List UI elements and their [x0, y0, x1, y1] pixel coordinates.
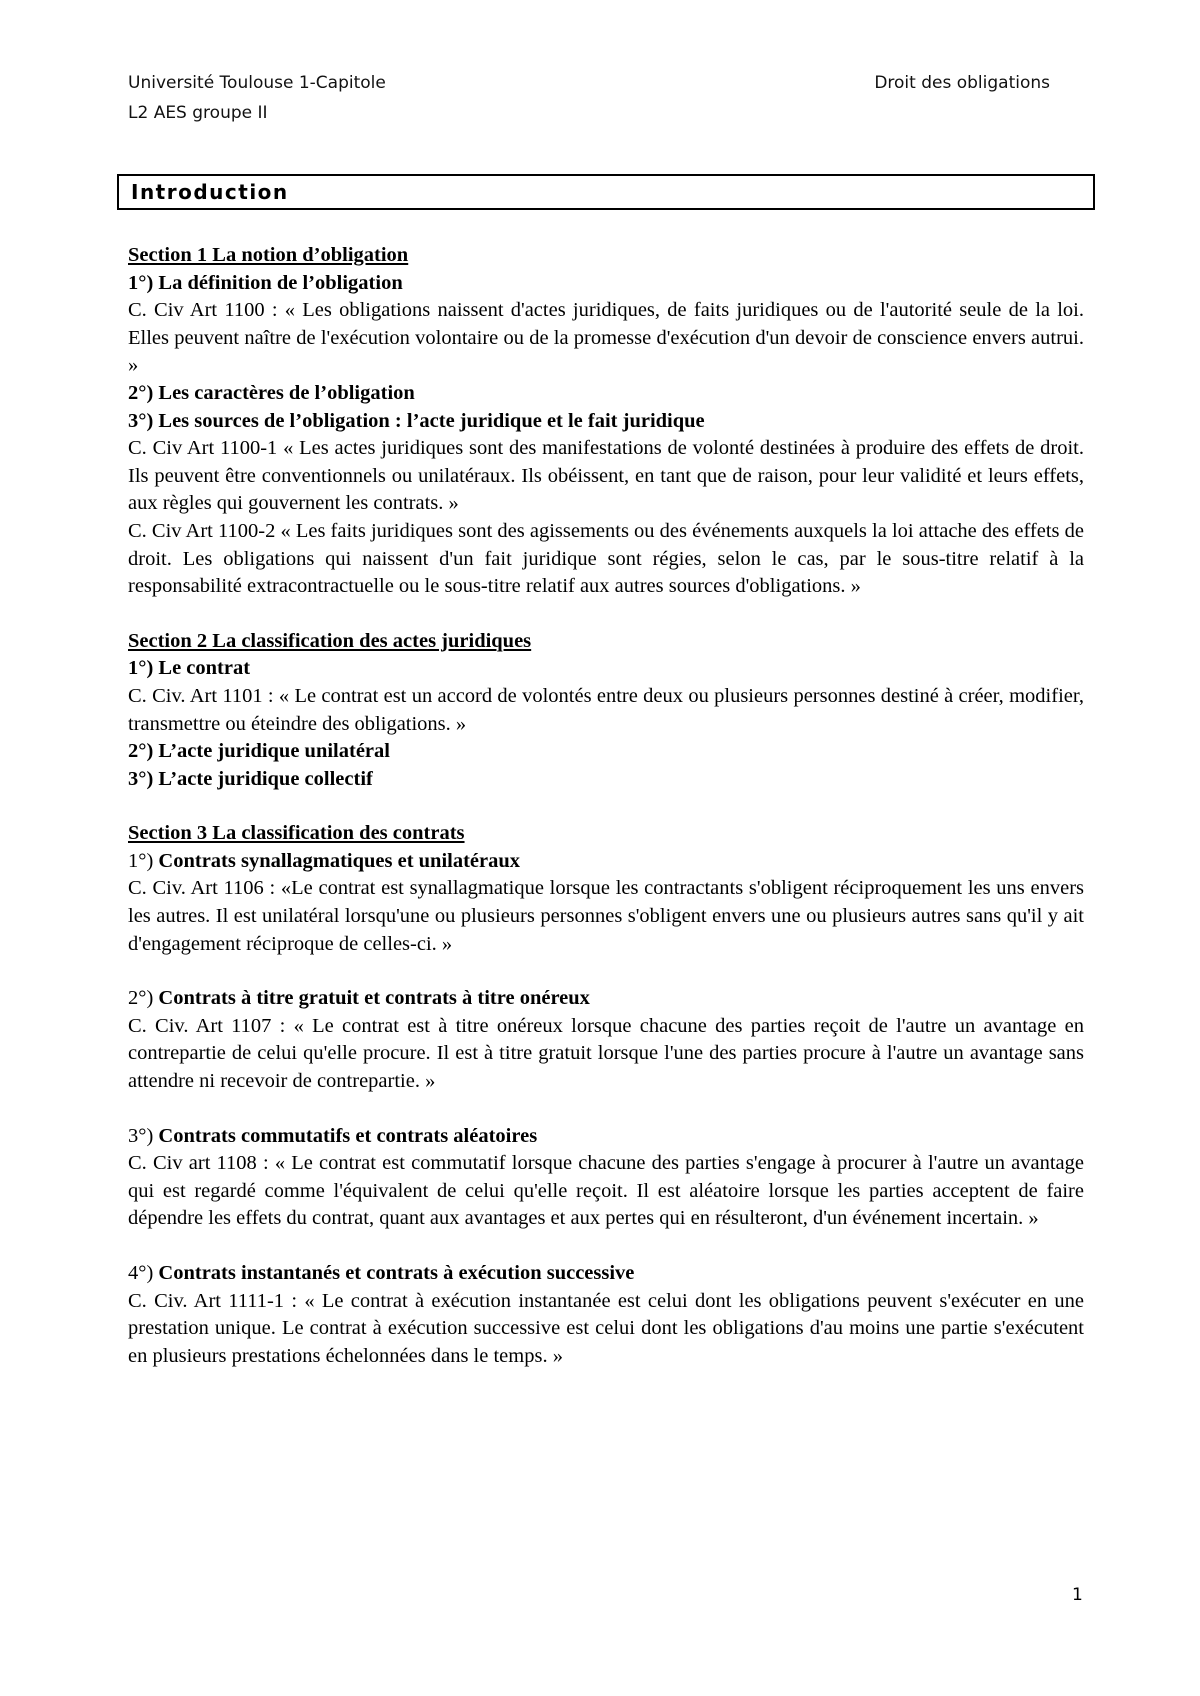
spacer	[128, 793, 1084, 820]
subheading-number: 4°)	[128, 1262, 159, 1284]
subheading-text: Contrats commutatifs et contrats aléatoires	[158, 1124, 538, 1147]
section-3-quote-4: C. Civ. Art 1111-1 : « Le contrat à exécution instantanée est celui dont les obligations peuvent s'exécuter en une prestation unique. Le contrat à exécution successive est celui dont les obligations d'au moins une partie s'exécutent en plusieurs prestations échelonnées dans le temps. »	[128, 1289, 1084, 1367]
section-3-quote-1: C. Civ. Art 1106 : «Le contrat est synallagmatique lorsque les contractants s'obligent réciproquement les uns envers les autres. Il est unilatéral lorsqu'une ou plusieurs personnes s'obligent envers une ou plusieurs autres sans qu'il y ait d'engagement réciproque de celles-ci. »	[128, 877, 1084, 955]
section-3-subheading-2	[128, 985, 1084, 1013]
section-1-title: Section 1 La notion d’obligation	[128, 244, 409, 266]
page-header	[128, 68, 1050, 128]
section-3-title: Section 3 La classification des contrats	[128, 822, 465, 845]
spacer	[128, 601, 1084, 628]
page-title: Introduction	[131, 180, 289, 204]
course-name: Droit des obligations	[874, 73, 1050, 93]
section-1-subheading-2: 2°) Les caractères de l’obligation	[128, 381, 415, 404]
subheading-text: Contrats instantanés et contrats à exécution successive	[158, 1262, 635, 1284]
document-body	[128, 242, 1084, 1370]
section-3-subheading-3	[128, 1123, 1084, 1151]
section-1-subheading-1: 1°) La définition de l’obligation	[128, 271, 403, 294]
subheading-number: 3°)	[128, 1124, 159, 1147]
university-name: Université Toulouse 1-Capitole	[128, 73, 386, 93]
section-1-quote-2: C. Civ Art 1100-1 « Les actes juridiques sont des manifestations de volonté destinées à produire des effets de droit. Ils peuvent être conventionnels ou unilatéraux. Ils obéissent, en tant que de raison, pour leur validité et leurs effets, aux règles qui gouvernent les contrats. »	[128, 437, 1084, 515]
group-name: L2 AES groupe II	[128, 103, 268, 123]
spacer	[128, 1096, 1084, 1123]
section-2-quote-1: C. Civ. Art 1101 : « Le contrat est un accord de volontés entre deux ou plusieurs personnes destiné à créer, modifier, transmettre ou éteindre des obligations. »	[128, 684, 1084, 735]
title-box	[117, 174, 1095, 210]
page-number: 1	[1072, 1585, 1083, 1605]
section-2-title: Section 2 La classification des actes juridiques	[128, 629, 532, 652]
section-1-quote-3: C. Civ Art 1100-2 « Les faits juridiques sont des agissements ou des événements auxquels la loi attache des effets de droit. Les obligations qui naissent d'un fait juridique sont régies, selon le cas, par le sous-titre relatif à la responsabilité extracontractuelle ou le sous-titre relatif aux autres sources d'obligations. »	[128, 519, 1084, 598]
section-1-subheading-3: 3°) Les sources de l’obligation : l’acte juridique et le fait juridique	[128, 409, 705, 432]
section-3-quote-2: C. Civ. Art 1107 : « Le contrat est à titre onéreux lorsque chacune des parties reçoit de l'autre un avantage en contrepartie de celui qu'elle procure. Il est à titre gratuit lorsque l'une des parties procure à l'autre un avantage sans attendre ni recevoir de contrepartie. »	[128, 1014, 1084, 1093]
spacer	[128, 1233, 1084, 1260]
subheading-number: 1°)	[128, 849, 159, 872]
section-2-subheading-3: 3°) L’acte juridique collectif	[128, 767, 373, 790]
section-1-quote-1: C. Civ Art 1100 : « Les obligations naissent d'actes juridiques, de faits juridiques ou de l'autorité seule de la loi. Elles peuvent naître de l'exécution volontaire ou de la promesse d'exécution d'un devoir de conscience envers autrui. »	[128, 299, 1084, 377]
section-2-subheading-2: 2°) L’acte juridique unilatéral	[128, 740, 390, 763]
subheading-number: 2°)	[128, 987, 159, 1010]
spacer	[128, 958, 1084, 985]
subheading-text: Contrats synallagmatiques et unilatéraux	[158, 849, 521, 872]
section-2-subheading-1: 1°) Le contrat	[128, 657, 251, 680]
section-3-subheading-4	[128, 1260, 1084, 1288]
subheading-text: Contrats à titre gratuit et contrats à titre onéreux	[158, 987, 590, 1010]
section-3-subheading-1	[128, 848, 1084, 876]
header-row	[128, 68, 1050, 98]
section-3-quote-3: C. Civ art 1108 : « Le contrat est commutatif lorsque chacune des parties s'engage à procurer à l'autre un avantage qui est regardé comme l'équivalent de celui qu'elle reçoit. Il est aléatoire lorsque les parties acceptent de faire dépendre les effets du contrat, quant aux avantages et aux pertes qui en résulteront, d'un événement incertain. »	[128, 1152, 1084, 1230]
